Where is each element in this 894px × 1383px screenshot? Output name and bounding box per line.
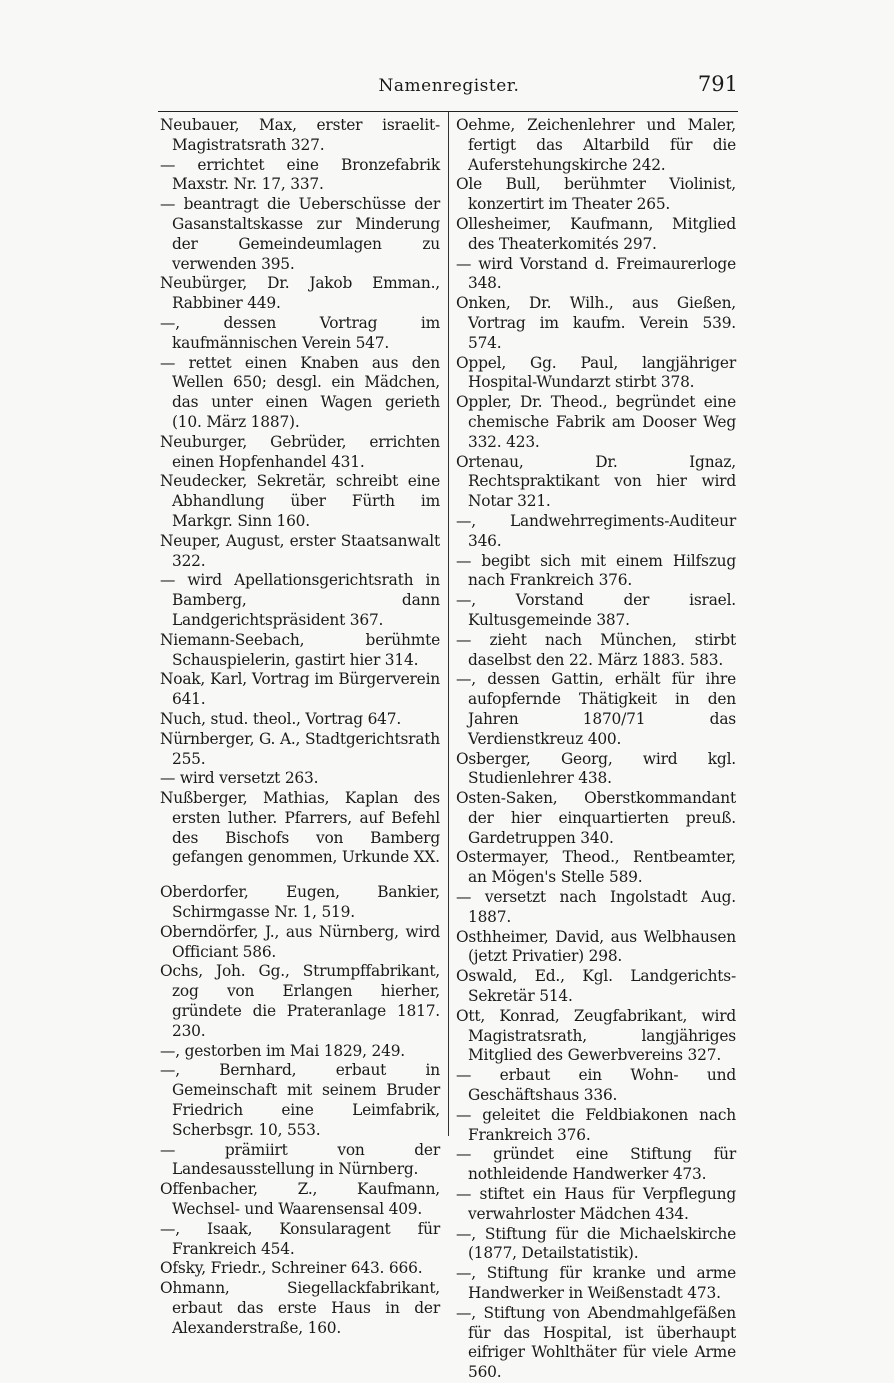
index-entry: — stiftet ein Haus für Verpflegung verwahrloster Mädchen 434. xyxy=(456,1185,736,1223)
index-entry: —, dessen Vortrag im kaufmännischen Verein 547. xyxy=(160,313,440,352)
index-entry: Nuch, stud. theol., Vortrag 647. xyxy=(160,709,402,728)
index-entry: Onken, Dr. Wilh., aus Gießen, Vortrag im kaufm. Verein 539. 574. xyxy=(456,294,736,352)
index-entry: — wird Vorstand d. Freimaurerloge 348. xyxy=(456,254,736,293)
index-entry: Neuburger, Gebrüder, errichten einen Hopfenhandel 431. xyxy=(160,432,440,471)
index-entry: Ochs, Joh. Gg., Strumpffabrikant, zog von Erlangen hierher, gründete die Prateranlage 1817. 230. xyxy=(160,962,440,1040)
index-entry: Ofsky, Friedr., Schreiner 643. 666. xyxy=(160,1259,423,1278)
index-entry: — geleitet die Feldbiakonen nach Frankreich 376. xyxy=(456,1105,736,1144)
page-header xyxy=(160,72,738,102)
index-entry: — zieht nach München, stirbt daselbst den 22. März 1883. 583. xyxy=(456,630,736,669)
index-entry: —, Vorstand der israel. Kultusgemeinde 387. xyxy=(456,591,736,629)
index-entry: Ole Bull, berühmter Violinist, konzertirt im Theater 265. xyxy=(456,175,736,214)
index-entry: — wird versetzt 263. xyxy=(160,769,319,788)
index-entry: —, Landwehrregiments-Auditeur 346. xyxy=(456,511,736,550)
index-entry: Neubauer, Max, erster israelit-Magistratsrath 327. xyxy=(160,116,440,154)
index-entry: Osthheimer, David, aus Welbhausen (jetzt Privatier) 298. xyxy=(456,927,736,966)
index-entry: Oehme, Zeichenlehrer und Maler, fertigt das Altarbild für die Auferstehungskirche 242. xyxy=(456,116,736,174)
index-entry: Oswald, Ed., Kgl. Landgerichts-Sekretär 514. xyxy=(456,967,736,1006)
column-divider xyxy=(448,112,449,1136)
index-entry: Ostermayer, Theod., Rentbeamter, an Mögen's Stelle 589. xyxy=(456,848,736,887)
index-entry: — versetzt nach Ingolstadt Aug. 1887. xyxy=(456,888,736,926)
index-entry: Osberger, Georg, wird kgl. Studienlehrer 438. xyxy=(456,749,736,788)
index-entry: —, Bernhard, erbaut in Gemeinschaft mit seinem Bruder Friedrich eine Leimfabrik, Scherbsgr. 10, 553. xyxy=(160,1061,440,1139)
index-entry: — wird Apellationsgerichtsrath in Bamberg, dann Landgerichtspräsident 367. xyxy=(160,571,440,629)
running-title: Namenregister. xyxy=(378,76,520,96)
index-entry: Niemann-Seebach, berühmte Schauspielerin, gastirt hier 314. xyxy=(160,630,440,669)
index-entry: Osten-Saken, Oberstkommandant der hier einquartierten preuß. Gardetruppen 340. xyxy=(456,789,736,847)
index-entry: — beantragt die Ueberschüsse der Gasanstaltskasse zur Minderung der Gemeindeumlagen zu verwenden 395. xyxy=(160,195,440,273)
index-entry: — errichtet eine Bronzefabrik Maxstr. Nr. 17, 337. xyxy=(160,155,440,194)
index-entry: Ollesheimer, Kaufmann, Mitglied des Theaterkomités 297. xyxy=(456,214,736,253)
index-entry: Oppler, Dr. Theod., begründet eine chemische Fabrik am Dooser Weg 332. 423. xyxy=(456,393,736,451)
index-entry: Nußberger, Mathias, Kaplan des ersten luther. Pfarrers, auf Befehl des Bischofs von Bamberg gefangen genommen, Urkunde XX. xyxy=(160,789,440,867)
index-entry: —, Stiftung für kranke und arme Handwerker in Weißenstadt 473. xyxy=(456,1264,736,1303)
index-entry: Neubürger, Dr. Jakob Emman., Rabbiner 449. xyxy=(160,274,440,313)
index-entry: —, dessen Gattin, erhält für ihre aufopfernde Thätigkeit in den Jahren 1870/71 das Verdienstkreuz 400. xyxy=(456,670,736,748)
index-entry: Nürnberger, G. A., Stadtgerichtsrath 255. xyxy=(160,729,440,768)
index-entry: — erbaut ein Wohn- und Geschäftshaus 336. xyxy=(456,1066,736,1105)
index-entry: Oppel, Gg. Paul, langjähriger Hospital-Wundarzt stirbt 378. xyxy=(456,353,736,392)
index-entry: —, Stiftung für die Michaelskirche (1877, Detailstatistik). xyxy=(456,1224,736,1263)
page-number: 791 xyxy=(697,72,738,96)
index-entry: Oberdorfer, Eugen, Bankier, Schirmgasse Nr. 1, 519. xyxy=(160,883,440,922)
index-entry: — rettet einen Knaben aus den Wellen 650; desgl. ein Mädchen, das unter einen Wagen gerieth (10. März 1887). xyxy=(160,353,440,431)
index-entry: Offenbacher, Z., Kaufmann, Wechsel- und Waarensensal 409. xyxy=(160,1180,440,1219)
index-entry: —, gestorben im Mai 1829, 249. xyxy=(160,1041,405,1060)
index-entry: Noak, Karl, Vortrag im Bürgerverein 641. xyxy=(160,670,440,709)
index-entry: Oberndörfer, J., aus Nürnberg, wird Officiant 586. xyxy=(160,922,440,961)
index-entry: — begibt sich mit einem Hilfszug nach Frankreich 376. xyxy=(456,551,736,590)
right-column xyxy=(456,116,736,1383)
index-entry: — prämiirt von der Landesausstellung in Nürnberg. xyxy=(160,1140,440,1179)
index-entry: —, Isaak, Konsularagent für Frankreich 454. xyxy=(160,1219,440,1258)
left-column xyxy=(160,116,440,1339)
index-entry: Neudecker, Sekretär, schreibt eine Abhandlung über Fürth im Markgr. Sinn 160. xyxy=(160,472,440,530)
index-entry: Ohmann, Siegellackfabrikant, erbaut das erste Haus in der Alexanderstraße, 160. xyxy=(160,1279,440,1337)
index-entry: Ortenau, Dr. Ignaz, Rechtspraktikant von hier wird Notar 321. xyxy=(456,452,736,511)
index-entry: Ott, Konrad, Zeugfabrikant, wird Magistratsrath, langjähriges Mitglied des Gewerbvereins 327. xyxy=(456,1006,736,1065)
index-entry: —, Stiftung von Abendmahlgefäßen für das Hospital, ist überhaupt eifriger Wohlthäter für viele Arme 560. xyxy=(456,1303,736,1382)
index-entry: — gründet eine Stiftung für nothleidende Handwerker 473. xyxy=(456,1145,736,1184)
index-entry: Neuper, August, erster Staatsanwalt 322. xyxy=(160,531,440,570)
